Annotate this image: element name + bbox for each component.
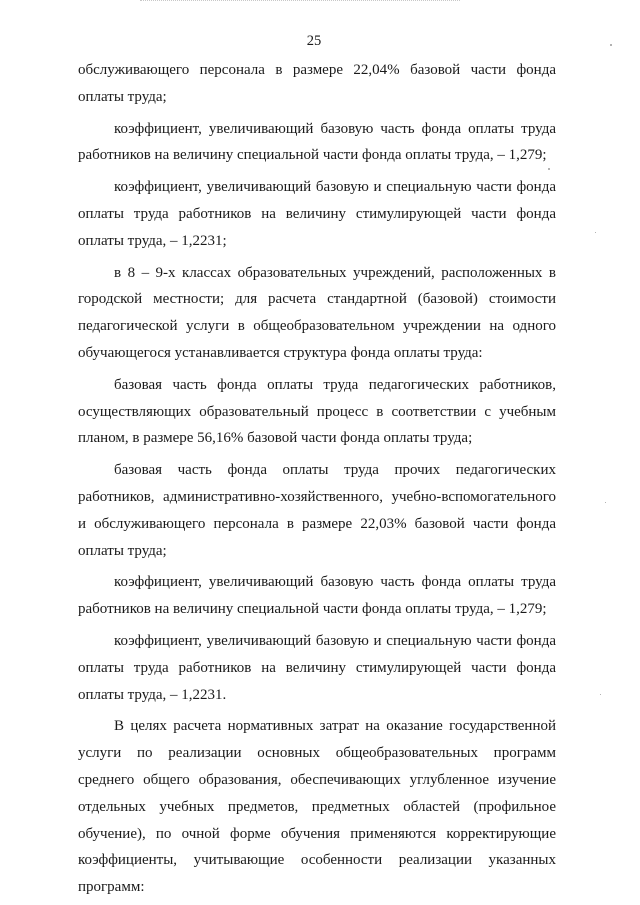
page-number: 25 (306, 33, 322, 49)
paragraph: базовая часть фонда оплаты труда педагогических работников, осуществляющих образовательный процесс в соответствии с учебным планом, в размере 56,16% базовой части фонда оплаты труда; (78, 376, 556, 447)
paragraph: коэффициент, увеличивающий базовую часть фонда оплаты труда работников на величину специальной части фонда оплаты труда, – 1,279; (78, 574, 556, 618)
paragraph: В целях расчета нормативных затрат на оказание государственной услуги по реализации основных общеобразовательных программ среднего общего образования, обеспечивающих углубленное изучение отдельных учебных предметов, предметных областей (профильное обучение), по очной форме обучения применяются корректирующие коэффициенты, учитывающие особенности реализации указанных программ: (78, 718, 556, 896)
scan-edge-marks (140, 0, 460, 4)
paragraph: коэффициент, увеличивающий базовую и специальную части фонда оплаты труда работников на величину стимулирующей части фонда оплаты труда, – 1,2231; (78, 179, 556, 249)
document-body (78, 57, 556, 905)
paragraph: в 8 – 9-х классах образовательных учреждений, расположенных в городской местности; для расчета стандартной (базовой) стоимости педагогической услуги в общеобразовательном учреждении на одного обучающегося устанавливается структура фонда оплаты труда: (78, 264, 556, 361)
paragraph: коэффициент, увеличивающий базовую и специальную части фонда оплаты труда работников на величину стимулирующей части фонда оплаты труда, – 1,2231. (78, 632, 556, 703)
paragraph: обслуживающего персонала в размере 22,04% базовой части фонда оплаты труда; (78, 62, 556, 105)
paragraph: коэффициент, увеличивающий базовую часть фонда оплаты труда работников на величину специальной части фонда оплаты труда, – 1,279; (78, 120, 556, 164)
scan-speck (600, 694, 601, 695)
scan-speck (605, 502, 606, 503)
paragraph: базовая часть фонда оплаты труда прочих педагогических работников, административно-хозяйственного, учебно-вспомогательного и обслуживающего персонала в размере 22,03% базовой части фонда оплаты труда; (78, 462, 556, 559)
scan-speck (595, 232, 596, 233)
